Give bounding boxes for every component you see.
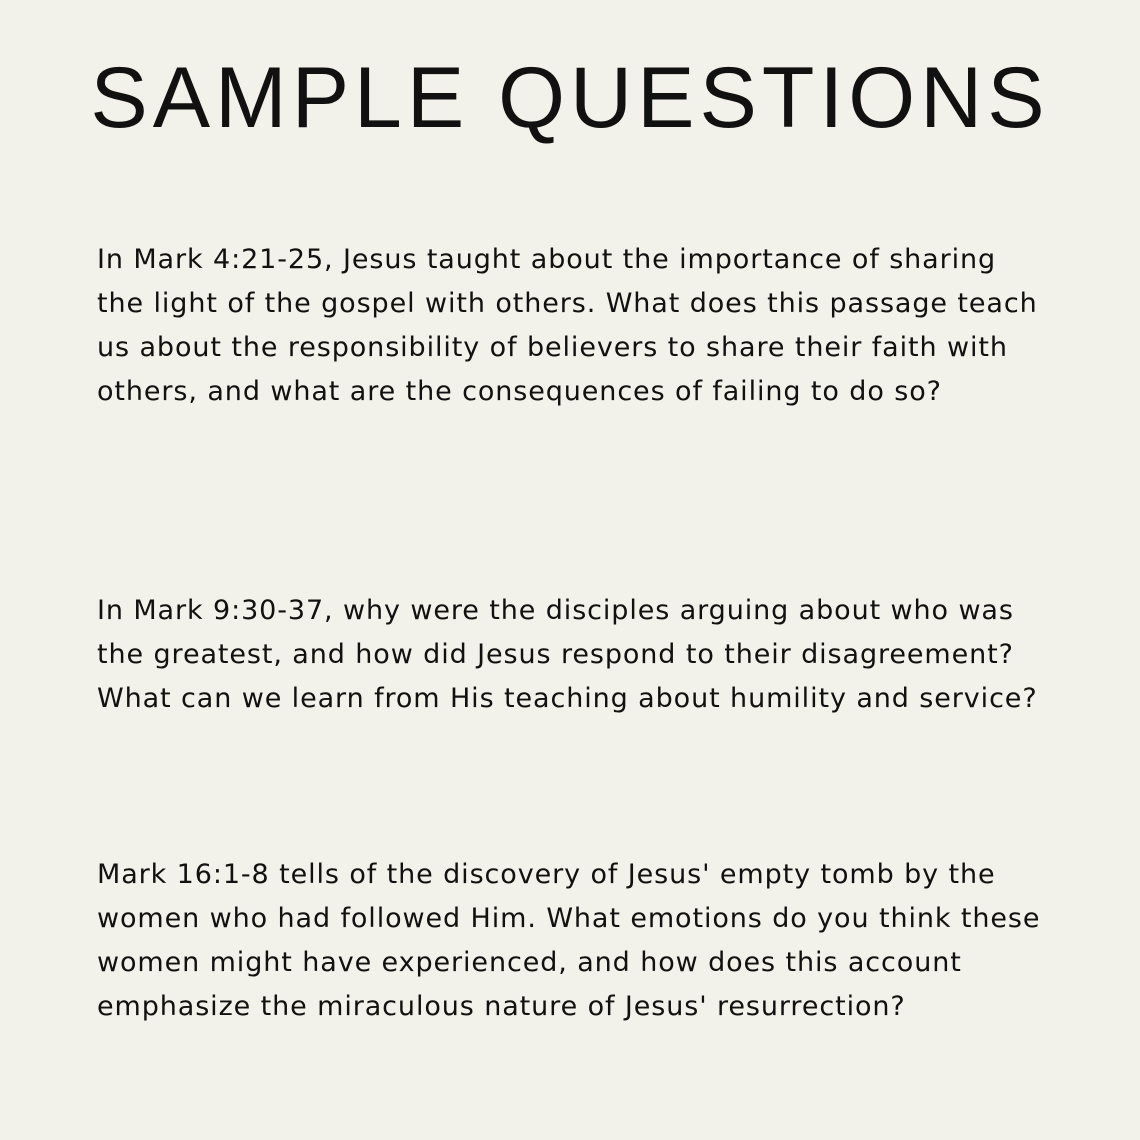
question-2: In Mark 9:30-37, why were the disciples arguing about who was the greatest, and how did Jesus respond to their disagreement? What can we learn from His teaching about humility and service? xyxy=(97,595,1038,714)
page-title: SAMPLE QUESTIONS xyxy=(90,50,1050,146)
question-1: In Mark 4:21-25, Jesus taught about the importance of sharing the light of the gospel with others. What does this passage teach us about the responsibility of believers to share their faith with others, and what are the consequences of failing to do so? xyxy=(97,244,1038,407)
question-3: Mark 16:1-8 tells of the discovery of Jesus' empty tomb by the women who had followed Him. What emotions do you think these women might have experienced, and how does this account emphasize the miraculous nature of Jesus' resurrection? xyxy=(97,859,1041,1022)
